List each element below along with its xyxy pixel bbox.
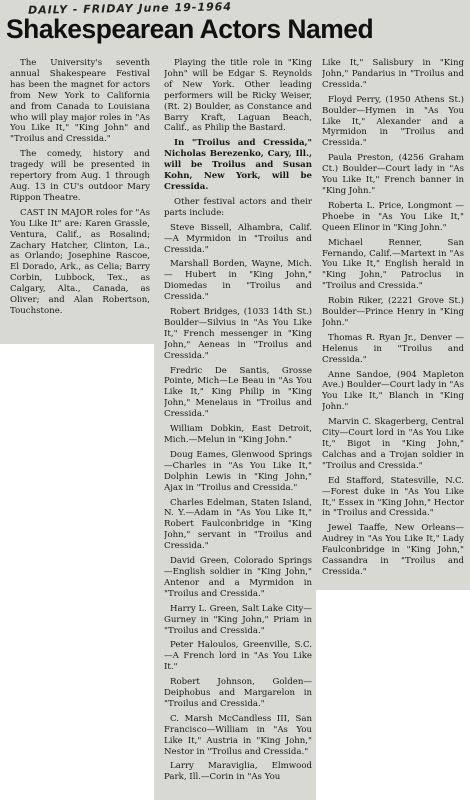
cast-entry: Paula Preston, (4256 Graham Ct.) Boulder—Court lady in "As You Like It," French banner in "King John." <box>322 153 464 196</box>
cast-entry: Peter Haloulos, Greenville, S.C.—A French lord in "As You Like It." <box>164 640 312 673</box>
cast-entry: Ed Stafford, Statesville, N.C. —Forest duke in "As You Like It," Essex in "King John," Hector in "Troilus and Cressida." <box>322 475 464 519</box>
cast-entry: Roberta L. Price, Longmont —Phoebe in "As You Like It," Queen Elinor in "King John." <box>322 200 464 233</box>
cast-entry: Michael Renner, San Fernando, Calif.—Martext in "As You Like It," English herald in "King John," Patroclus in "Troilus and Cressida." <box>322 237 464 292</box>
paragraph: Playing the title role in "King John" will be Edgar S. Reynolds of New York. Other leading performers will be Ricky Weiser, (Rt. 2) Boulder, as Constance and Barry Kraft, Laguan Beach, Calif., as Philip the Bastard. <box>164 58 312 134</box>
cast-entry: Robert Bridges, (1033 14th St.) Boulder—Silvius in "As You Like It," French messenger in "King John," Aeneas in "Troilus and Cressida." <box>164 307 312 361</box>
headline: Shakespearean Actors Named <box>6 14 374 44</box>
cast-entry: Robin Riker, (2221 Grove St.) Boulder—Prince Henry in "King John." <box>322 296 464 328</box>
cast-entry: David Green, Colorado Springs —English soldier in "King John," Antenor and a Myrmidon in "Troilus and Cressida." <box>164 556 312 599</box>
cast-entry: Fredric De Santis, Grosse Pointe, Mich—Le Beau in "As You Like It," King Philip in "King John," Menelaus in "Troilus and Cressida." <box>164 365 312 420</box>
article-column-3 <box>322 58 464 583</box>
paragraph: The University's seventh annual Shakespeare Festival has been the magnet for actors from New York to California and from Canada to Louisiana who will play major roles in "As You Like It," "King John" and "Troilus and Cressida." <box>10 58 150 145</box>
article-column-1 <box>10 58 150 338</box>
cast-entry: Robert Johnson, Golden—Deiphobus and Margarelon in "Troilus and Cressida." <box>164 677 312 709</box>
cast-paragraph: CAST IN MAJOR roles for "As You Like It" are: Karen Grassle, Ventura, Calif., as Rosalind; Zachary Hatcher, Clinton, La., as Orlando; Josephine Rascoe, El Dorado, Ark., as Celia; Barry Corbin, Lubbock, Tex., as Calgary, Alta., Canada, as Oliver; and Alan Robertson, Touchstone. <box>10 207 150 316</box>
cast-entry: Steve Bissell, Alhambra, Calif. —A Myrmidon in "Troilus and Cressida." <box>164 222 312 255</box>
cast-entry: Larry Maraviglia, Elmwood Park, Ill.—Corin in "As You <box>164 761 312 783</box>
cast-entry: William Dobkin, East Detroit, Mich.—Melun in "King John." <box>164 424 312 445</box>
cast-entry: Charles Edelman, Staten Island, N. Y.—Adam in "As You Like It," Robert Faulconbridge in "King John," servant in "Troilus and Cressida." <box>164 497 312 552</box>
cast-entry: Thomas R. Ryan Jr., Denver —Helenus in "Troilus and Cressida." <box>322 332 464 365</box>
cast-entry: Marshall Borden, Wayne, Mich. — Hubert in "King John," Diomedas in "Troilus and Cressida." <box>164 259 312 303</box>
cast-entry: Anne Sandoe, (904 Mapleton Ave.) Boulder—Court lady in "As You Like It," Blanch in "King John." <box>322 369 464 413</box>
cast-entry: Doug Eames, Glenwood Springs —Charles in "As You Like It," Dolphin Lewis in "King John," Ajax in "Troilus and Cressida." <box>164 449 312 493</box>
cast-entry: Harry L. Green, Salt Lake City—Gurney in "King John," Priam in "Troilus and Cressida." <box>164 603 312 636</box>
cast-entry: Floyd Perry, (1950 Athens St.) Boulder—Hymen in "As You Like It," Alexander and a Myrmidon in "Troilus and Cressida." <box>322 94 464 149</box>
paragraph: Other festival actors and their parts include: <box>164 196 312 218</box>
article-column-2 <box>164 58 312 796</box>
troilus-paragraph: In "Troilus and Cressida," Nicholas Berezenko, Cary, Ill., will be Troilus and Susan Kohn, New York, will be Cressida. <box>164 138 312 192</box>
paragraph: The comedy, history and tragedy will be presented in repertory from Aug. 1 through Aug. 13 in CU's outdoor Mary Rippon Theatre. <box>10 149 150 203</box>
cast-entry-continued: Like It," Salisbury in "King John," Pandarius in "Troilus and Cressida." <box>322 58 464 90</box>
cast-entry: Jewel Taaffe, New Orleans—Audrey in "As You Like It," Lady Faulconbridge in "King John," Cassandra in "Troilus and Cressida." <box>322 523 464 577</box>
cast-entry: Marvin C. Skagerberg, Central City—Court lord in "As You Like It," Bigot in "King John," Calchas and a Trojan soldier in "Troilus and Cressida." <box>322 417 464 471</box>
cast-entry: C. Marsh McCandless III, San Francisco—William in "As You Like It," Austria in "King John," Nestor in "Troilus and Cressida." <box>164 713 312 757</box>
handwritten-date-note: DAILY - FRIDAY June 19-1964 <box>27 0 233 17</box>
